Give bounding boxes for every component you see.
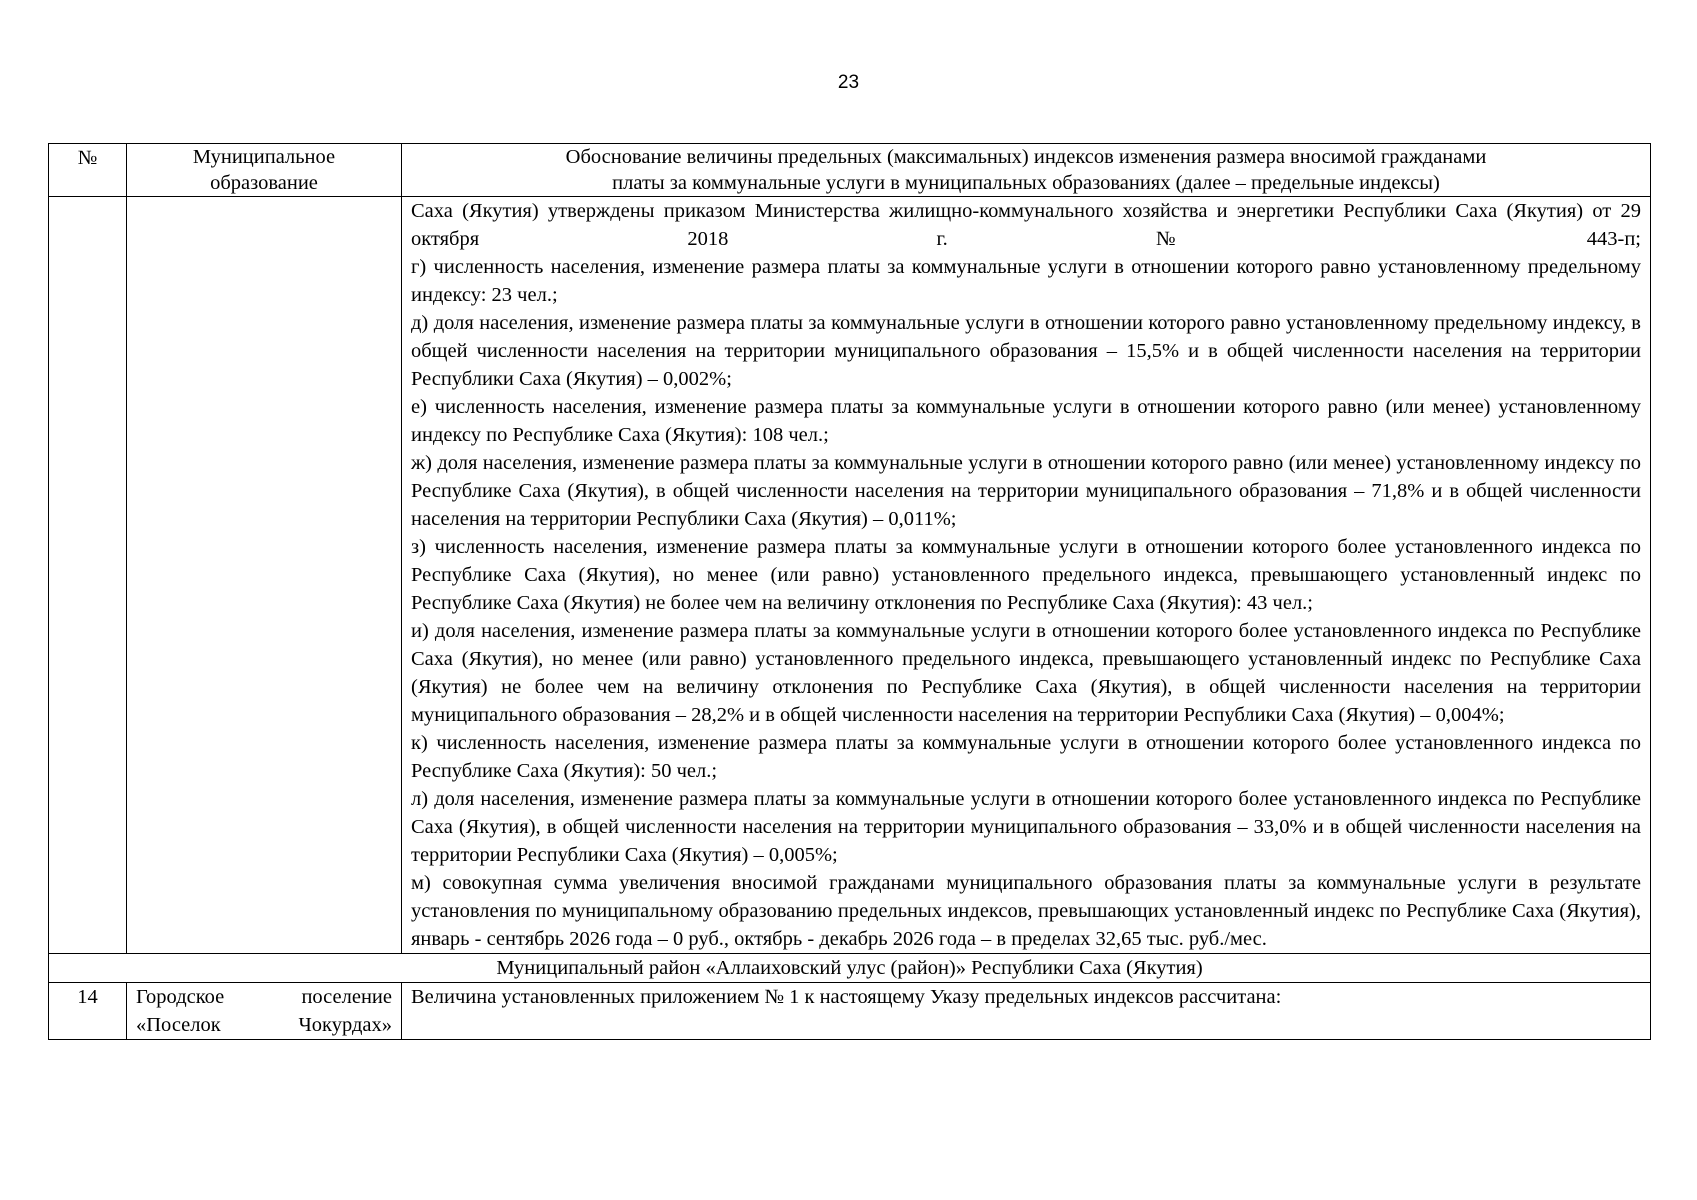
paragraph-k: к) численность населения, изменение размера платы за коммунальные услуги в отношении которого более установленного индекса по Республике Саха (Якутия): 50 чел.; bbox=[411, 732, 1641, 782]
header-justification-line2: платы за коммунальные услуги в муниципальных образованиях (далее – предельные индексы) bbox=[612, 172, 1440, 194]
paragraph-l: л) доля населения, изменение размера платы за коммунальные услуги в отношении которого более установленного индекса по Республике Саха (Якутия), в общей численности населения на территории муниципального образования – 33,0% и в общей численности населения на территории Республики Саха (Якутия) – 0,005%; bbox=[411, 788, 1641, 866]
paragraph-d: д) доля населения, изменение размера платы за коммунальные услуги в отношении которого равно установленному предельному индексу, в общей численности населения на территории муниципального образования – 15,5% и в общей численности населения на территории Республики Саха (Якутия) – 0,002%; bbox=[411, 312, 1641, 390]
header-number: № bbox=[49, 144, 127, 197]
paragraph-e: е) численность населения, изменение размера платы за коммунальные услуги в отношении которого равно (или менее) установленному индексу по Республике Саха (Якутия): 108 чел.; bbox=[411, 396, 1641, 446]
continuation-justification-cell bbox=[402, 197, 1651, 954]
page-number: 23 bbox=[837, 72, 860, 93]
header-justification-line1: Обоснование величины предельных (максимальных) индексов изменения размера вносимой гражданами bbox=[565, 146, 1487, 168]
indices-table bbox=[48, 143, 1651, 1040]
row-municipality-line2: «Поселок Чокурдах» bbox=[136, 1014, 392, 1036]
paragraph-g: г) численность населения, изменение размера платы за коммунальные услуги в отношении которого равно установленному предельному индексу: 23 чел.; bbox=[411, 256, 1641, 306]
row-municipality bbox=[127, 983, 402, 1040]
paragraph-m: м) совокупная сумма увеличения вносимой гражданами муниципального образования платы за коммунальные услуги в результате установления по муниципальному образованию предельных индексов, превышающих установленный индекс по Республике Саха (Якутия), январь - сентябрь 2026 года – 0 руб., октябрь - декабрь 2026 года – в пределах 32,65 тыс. руб./мес. bbox=[411, 872, 1641, 950]
continuation-row bbox=[49, 197, 1651, 954]
district-heading: Муниципальный район «Аллаиховский улус (район)» Республики Саха (Якутия) bbox=[49, 954, 1651, 983]
table-row-14 bbox=[49, 983, 1651, 1040]
row-municipality-line1: Городское поселение bbox=[136, 986, 392, 1008]
header-municipality bbox=[127, 144, 402, 197]
paragraph-zh: ж) доля населения, изменение размера платы за коммунальные услуги в отношении которого равно (или менее) установленному индексу по Республике Саха (Якутия), в общей численности населения на территории муниципального образования – 71,8% и в общей численности населения на территории Республики Саха (Якутия) – 0,011%; bbox=[411, 452, 1641, 530]
paragraph-z: з) численность населения, изменение размера платы за коммунальные услуги в отношении которого более установленного индекса по Республике Саха (Якутия), но менее (или равно) установленного предельного индекса, превышающего установленный индекс по Республике Саха (Якутия) не более чем на величину отклонения по Республике Саха (Якутия): 43 чел.; bbox=[411, 536, 1641, 614]
row-number: 14 bbox=[49, 983, 127, 1040]
paragraph-i: и) доля населения, изменение размера платы за коммунальные услуги в отношении которого более установленного индекса по Республике Саха (Якутия), но менее (или равно) установленного предельного индекса, превышающего установленный индекс по Республике Саха (Якутия) не более чем на величину отклонения по Республике Саха (Якутия), в общей численности населения на территории муниципального образования – 28,2% и в общей численности населения на территории Республики Саха (Якутия) – 0,004%; bbox=[411, 620, 1641, 726]
district-heading-row bbox=[49, 954, 1651, 983]
header-justification bbox=[402, 144, 1651, 197]
continuation-municipality-cell bbox=[127, 197, 402, 954]
continuation-number-cell bbox=[49, 197, 127, 954]
row-justification: Величина установленных приложением № 1 к настоящему Указу предельных индексов рассчитана: bbox=[402, 983, 1651, 1040]
table-header-row bbox=[49, 144, 1651, 197]
paragraph-continuation: Саха (Якутия) утверждены приказом Министерства жилищно-коммунального хозяйства и энергетики Республики Саха (Якутия) от 29 октября 2018 г. № 443-п; bbox=[411, 200, 1641, 250]
header-municipality-line1: Муниципальное bbox=[192, 146, 336, 168]
header-municipality-line2: образование bbox=[210, 172, 318, 194]
